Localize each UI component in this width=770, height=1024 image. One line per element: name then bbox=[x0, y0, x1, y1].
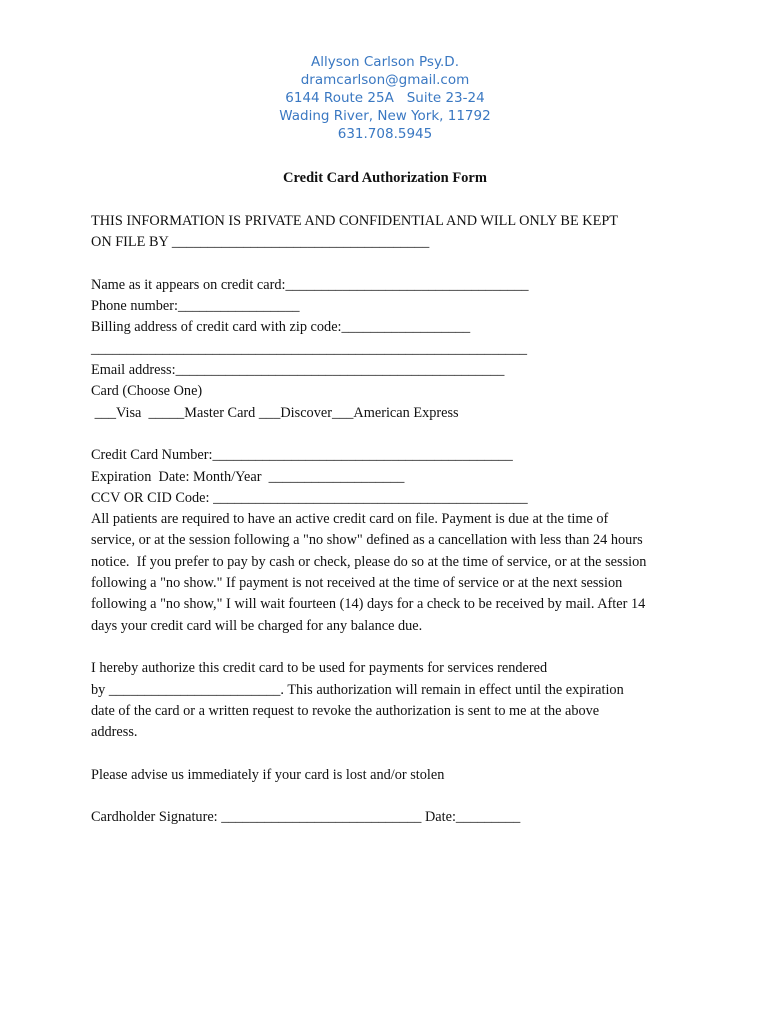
billing-address-field: Billing address of credit card with zip code:__________________ bbox=[91, 319, 471, 336]
privacy-line-1: THIS INFORMATION IS PRIVATE AND CONFIDENTIAL AND WILL ONLY BE KEPT bbox=[91, 213, 619, 229]
policy-line: All patients are required to have an active credit card on file. Payment is due at the time of bbox=[91, 511, 609, 528]
letterhead bbox=[0, 53, 770, 143]
policy-line: following a "no show." If payment is not received at the time of service or at the next session bbox=[91, 575, 623, 592]
spacer bbox=[91, 637, 691, 658]
ccv-field: CCV OR CID Code: ____________________________________________ bbox=[91, 489, 528, 506]
form-body bbox=[91, 211, 691, 829]
privacy-line-2: ON FILE BY ____________________________________ bbox=[91, 234, 430, 251]
cardholder-signature-field: Cardholder Signature: ____________________________ Date:_________ bbox=[91, 809, 521, 826]
lost-card-notice: Please advise us immediately if your card is lost and/or stolen bbox=[91, 766, 445, 783]
card-type-options: ___Visa _____Master Card ___Discover___American Express bbox=[91, 404, 459, 421]
card-number-field: Credit Card Number:__________________________________________ bbox=[91, 447, 513, 464]
authorization-line: I hereby authorize this credit card to be used for payments for services rendered bbox=[91, 660, 548, 677]
email-address-field: Email address:______________________________________________ bbox=[91, 362, 505, 379]
billing-address-continued-field: _____________________________________________________________ bbox=[91, 340, 528, 357]
name-on-card-field: Name as it appears on credit card:__________________________________ bbox=[91, 276, 529, 293]
spacer bbox=[91, 254, 691, 275]
authorization-line: date of the card or a written request to revoke the authorization is sent to me at the above bbox=[91, 702, 600, 719]
practitioner-phone: 631.708.5945 bbox=[337, 126, 433, 142]
address-line-2: Wading River, New York, 11792 bbox=[279, 108, 491, 124]
spacer bbox=[91, 743, 691, 764]
policy-line: service, or at the session following a "no show" defined as a cancellation with less than 24 hours bbox=[91, 532, 643, 549]
address-line-1: 6144 Route 25A Suite 23-24 bbox=[285, 90, 485, 106]
spacer bbox=[91, 786, 691, 807]
policy-line: notice. If you prefer to pay by cash or check, please do so at the time of service, or at the session bbox=[91, 553, 647, 570]
policy-line: following a "no show," I will wait fourteen (14) days for a check to be received by mail. After 14 bbox=[91, 596, 646, 613]
phone-number-field: Phone number:_________________ bbox=[91, 298, 300, 315]
practitioner-name: Allyson Carlson Psy.D. bbox=[311, 54, 459, 70]
authorization-line: address. bbox=[91, 724, 138, 741]
authorization-line: by ________________________. This authorization will remain in effect until the expiration bbox=[91, 681, 624, 698]
card-choose-label: Card (Choose One) bbox=[91, 383, 203, 400]
policy-line: days your credit card will be charged for any balance due. bbox=[91, 617, 423, 634]
spacer bbox=[91, 424, 691, 445]
practitioner-email: dramcarlson@gmail.com bbox=[300, 72, 470, 88]
form-title: Credit Card Authorization Form bbox=[283, 170, 487, 186]
expiration-date-field: Expiration Date: Month/Year ___________________ bbox=[91, 468, 405, 485]
